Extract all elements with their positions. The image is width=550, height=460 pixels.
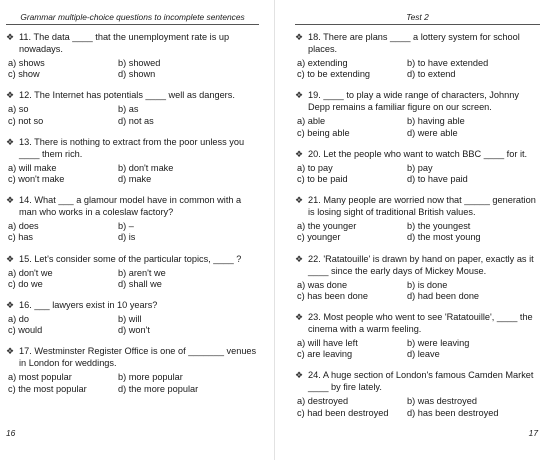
option-a: a) will have left	[297, 338, 358, 349]
question-16	[6, 299, 259, 336]
question-stem: 18. There are plans ____ a lottery system for school places.	[308, 32, 520, 54]
option-d: d) has been destroyed	[407, 407, 499, 418]
question-stem: 12. The Internet has potentials ____ well as dangers.	[19, 90, 235, 101]
bullet-icon: ❖	[6, 300, 15, 311]
option-c: c) show	[8, 69, 40, 80]
option-a: a) extending	[297, 58, 348, 68]
question-stem: 21. Many people are worried now that _____ generation is losing sight of traditional British values.	[308, 195, 536, 218]
question-stem: 24. A huge section of London's famous Camden Market ____ by fire lately.	[308, 370, 534, 393]
right-page	[275, 0, 550, 460]
option-a: a) most popular	[8, 372, 72, 383]
options-grid	[6, 372, 259, 394]
options-grid	[6, 163, 259, 185]
options-grid	[295, 58, 540, 80]
options-grid	[295, 221, 540, 243]
option-d: d) to have paid	[407, 174, 468, 185]
question-19	[295, 89, 540, 138]
option-b: b) will	[118, 314, 142, 325]
option-c: c) do we	[8, 278, 43, 289]
option-b: b) pay	[407, 162, 433, 173]
option-d: d) won't	[118, 325, 150, 336]
running-header: Grammar multiple-choice questions to incomplete sentences	[6, 0, 259, 25]
option-a: a) do	[8, 314, 29, 325]
option-d: d) were able	[407, 127, 458, 138]
option-c: c) won't make	[8, 174, 65, 185]
option-b: b) to have extended	[407, 58, 489, 68]
bullet-icon: ❖	[295, 195, 304, 206]
question-11	[6, 31, 259, 80]
option-c: c) the most popular	[8, 383, 87, 394]
bullet-icon: ❖	[295, 148, 304, 159]
options-grid	[295, 116, 540, 138]
options-grid	[295, 163, 540, 185]
question-stem: 14. What ___ a glamour model have in common with a man who works in a coleslaw factory?	[19, 195, 242, 218]
option-c: c) had been destroyed	[297, 407, 389, 418]
option-a: a) the younger	[297, 221, 357, 232]
question-21	[295, 194, 540, 243]
bullet-icon: ❖	[295, 370, 304, 381]
question-17	[6, 345, 259, 394]
options-grid	[6, 314, 259, 336]
question-24	[295, 369, 540, 418]
option-a: a) don't we	[8, 267, 53, 278]
option-d: d) the most young	[407, 232, 481, 243]
question-stem: 22. 'Ratatouille' is drawn by hand on paper, exactly as it ____ since the early days of Mickey Mouse.	[308, 253, 534, 276]
question-18	[295, 31, 540, 80]
bullet-icon: ❖	[295, 253, 304, 264]
options-grid	[295, 280, 540, 302]
question-stem: 19. ____ to play a wide range of characters, Johnny Depp remains a familiar figure on our screen.	[308, 90, 519, 113]
option-d: d) the more popular	[118, 383, 199, 394]
option-a: a) so	[8, 104, 29, 115]
question-stem: 11. The data ____ that the unemployment rate is up nowadays.	[19, 32, 230, 54]
option-a: a) does	[8, 221, 39, 232]
option-d: d) make	[118, 174, 152, 185]
bullet-icon: ❖	[6, 32, 15, 42]
option-c: c) to be paid	[297, 174, 348, 185]
options-grid	[6, 268, 259, 290]
options-grid	[6, 58, 259, 80]
question-stem: 16. ___ lawyers exist in 10 years?	[19, 300, 158, 311]
question-22	[295, 253, 540, 302]
option-b: b) –	[118, 221, 134, 232]
option-a: a) able	[297, 116, 326, 127]
option-b: b) aren't we	[118, 267, 166, 278]
option-d: d) to extend	[407, 69, 456, 80]
bullet-icon: ❖	[295, 312, 304, 323]
running-header: Test 2	[295, 0, 540, 25]
option-a: a) to pay	[297, 162, 333, 173]
option-b: b) were leaving	[407, 338, 470, 349]
option-b: b) more popular	[118, 372, 183, 383]
bullet-icon: ❖	[6, 253, 15, 264]
option-c: c) would	[8, 325, 43, 336]
question-15	[6, 253, 259, 290]
option-d: d) leave	[407, 349, 440, 360]
question-stem: 23. Most people who went to see 'Ratatouille', ____ the cinema with a warm feeling.	[308, 312, 533, 335]
option-c: c) being able	[297, 127, 350, 138]
options-grid	[295, 396, 540, 418]
question-13	[6, 136, 259, 185]
option-c: c) are leaving	[297, 349, 353, 360]
page-number: 17	[528, 428, 538, 438]
option-a: a) was done	[297, 279, 348, 290]
bullet-icon: ❖	[6, 90, 15, 101]
bullet-icon: ❖	[6, 346, 15, 357]
question-14	[6, 194, 259, 243]
option-b: b) as	[118, 104, 139, 115]
option-c: c) not so	[8, 115, 44, 126]
option-a: a) will make	[8, 162, 57, 173]
bullet-icon: ❖	[6, 136, 15, 147]
options-grid	[295, 338, 540, 360]
option-c: c) has been done	[297, 290, 369, 301]
bullet-icon: ❖	[295, 90, 304, 101]
option-b: b) the youngest	[407, 221, 471, 232]
option-b: b) having able	[407, 116, 465, 127]
question-23	[295, 311, 540, 360]
option-b: b) was destroyed	[407, 396, 477, 407]
option-d: d) is	[118, 232, 136, 243]
option-b: b) don't make	[118, 162, 174, 173]
bullet-icon: ❖	[6, 195, 15, 206]
question-stem: 15. Let's consider some of the particular topics, ____ ?	[19, 253, 242, 264]
option-c: c) younger	[297, 232, 341, 243]
option-b: b) showed	[118, 58, 161, 68]
option-a: a) shows	[8, 58, 45, 68]
bullet-icon: ❖	[295, 32, 304, 42]
question-12	[6, 89, 259, 126]
option-c: c) has	[8, 232, 34, 243]
option-d: d) had been done	[407, 290, 480, 301]
question-20	[295, 148, 540, 185]
question-stem: 13. There is nothing to extract from the poor unless you ____ them rich.	[19, 136, 245, 159]
question-stem: 17. Westminster Register Office is one of _______ venues in London for weddings.	[19, 346, 257, 369]
options-grid	[6, 104, 259, 126]
option-c: c) to be extending	[297, 69, 371, 80]
page-number: 16	[6, 428, 16, 438]
option-d: d) shown	[118, 69, 156, 80]
option-d: d) not as	[118, 115, 154, 126]
option-b: b) is done	[407, 279, 448, 290]
option-a: a) destroyed	[297, 396, 349, 407]
option-d: d) shall we	[118, 278, 162, 289]
question-stem: 20. Let the people who want to watch BBC ____ for it.	[308, 148, 528, 159]
options-grid	[6, 221, 259, 243]
